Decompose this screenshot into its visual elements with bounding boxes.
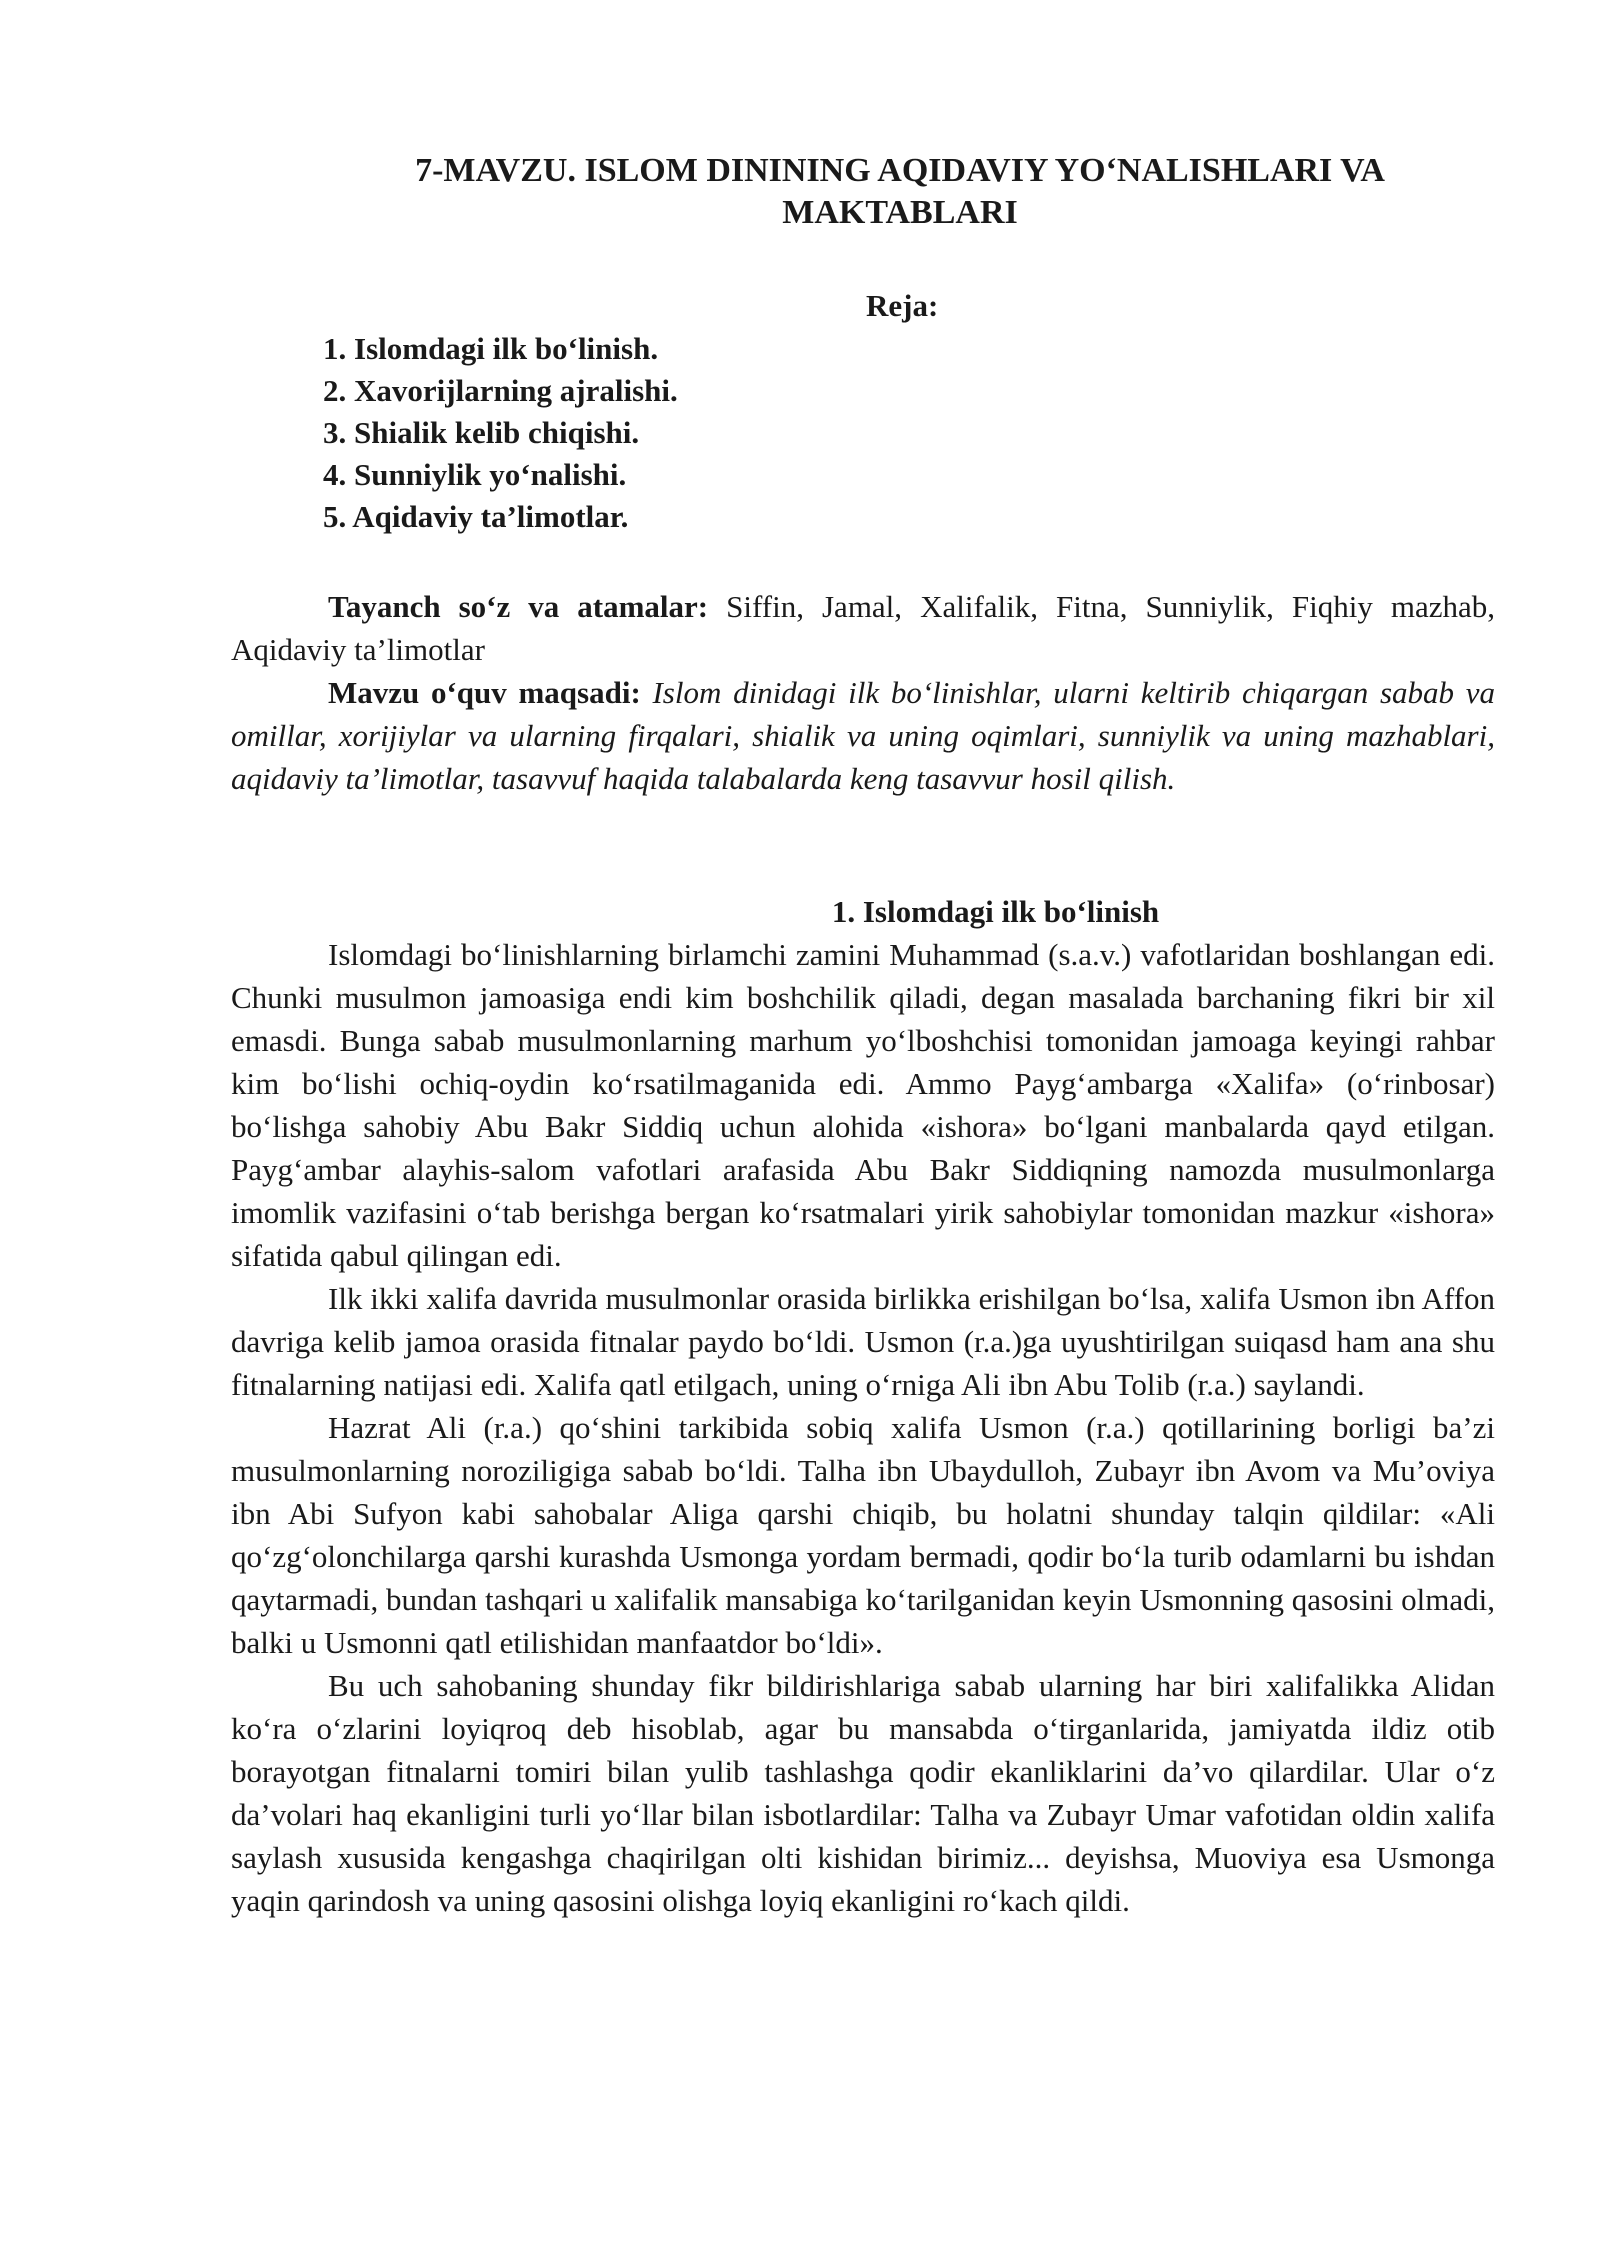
plan-heading: Reja: bbox=[866, 288, 939, 323]
body-paragraph: Ilk ikki xalifa davrida musulmonlar orasida birlikka erishilgan bo‘lsa, xalifa Usmon ibn Affon davriga kelib jamoa orasida fitnalar paydo bo‘ldi. Usmon (r.a.)ga uyushtirilgan suiqasd ham ana shu fitnalarning natijasi edi. Xalifa qatl etilgach, uning o‘rniga Ali ibn Abu Tolib (r.a.) saylandi. bbox=[231, 1281, 1495, 1402]
keywords-paragraph bbox=[231, 585, 1495, 671]
plan-item: 1. Islomdagi ilk bo‘linish. bbox=[323, 331, 659, 366]
goal-text: Islom dinidagi ilk bo‘linishlar, ularni keltirib chiqargan sabab va omillar, xorijiylar va ularning firqalari, shialik va uning oqimlari, sunniylik va uning mazhablari, aqidaviy ta’limotlar, tasavvuf haqida talabalarda keng tasavvur hosil qilish. bbox=[231, 675, 1495, 796]
page-title: 7-MAVZU. ISLOM DININING AQIDAVIY YO‘NALISHLARI VA MAKTABLARI bbox=[415, 152, 1385, 231]
body-paragraph: Bu uch sahobaning shunday fikr bildirishlariga sabab ularning har biri xalifalikka Alidan ko‘ra o‘zlarini loyiqroq deb hisoblab, agar bu mansabda o‘tirganlarida, jamiyatda ildiz otib borayotgan fitnalarni tomiri bilan yulib tashlashga qodir ekanliklarini da’vo qilardilar. Ular o‘z da’volari haq ekanligini turli yo‘llar bilan isbotlardilar: Talha va Zubayr Umar vafotidan oldin xalifa saylash xususida kengashga chaqirilgan olti kishidan birimiz... deyishsa, Muoviya esa Usmonga yaqin qarindosh va uning qasosini olishga loyiq ekanligini ro‘kach qildi. bbox=[231, 1668, 1495, 1918]
section-heading: 1. Islomdagi ilk bo‘linish bbox=[831, 894, 1160, 929]
keywords-block bbox=[231, 585, 1495, 800]
goal-label: Mavzu o‘quv maqsadi: bbox=[328, 675, 641, 710]
plan-item: 2. Xavorijlarning ajralishi. bbox=[323, 373, 678, 408]
plan-list bbox=[323, 328, 678, 538]
section-body bbox=[231, 933, 1495, 1922]
body-paragraph: Islomdagi bo‘linishlarning birlamchi zamini Muhammad (s.a.v.) vafotlaridan boshlangan edi. Chunki musulmon jamoasiga endi kim boshchilik qiladi, degan masalada barchaning fikri bir xil emasdi. Bunga sabab musulmonlarning marhum yo‘lboshchisi tomonidan jamoaga keyingi rahbar kim bo‘lishi ochiq-oydin ko‘rsatilmaganida edi. Ammo Payg‘ambarga «Xalifa» (o‘rinbosar) bo‘lishga sahobiy Abu Bakr Siddiq uchun alohida «ishora» bo‘lgani manbalarda qayd etilgan. Payg‘ambar alayhis-salom vafotlari arafasida Abu Bakr Siddiqning namozda musulmonlarga imomlik vazifasini o‘tab berishga bergan ko‘rsatmalari yirik sahobiylar tomonidan mazkur «ishora» sifatida qabul qilingan edi. bbox=[231, 937, 1495, 1273]
body-paragraph: Hazrat Ali (r.a.) qo‘shini tarkibida sobiq xalifa Usmon (r.a.) qotillarining borligi ba’zi musulmonlarning noroziligiga sabab bo‘ldi. Talha ibn Ubaydulloh, Zubayr ibn Avom va Mu’oviya ibn Abi Sufyon kabi sahobalar Aliga qarshi chiqib, bu holatni shunday talqin qildilar: «Ali qo‘zg‘olonchilarga qarshi kurashda Usmonga yordam bermadi, qodir bo‘la turib odamlarni bu ishdan qaytarmadi, bundan tashqari u xalifalik mansabiga ko‘tarilganidan keyin Usmonning qasosini olmadi, balki u Usmonni qatl etilishidan manfaatdor bo‘ldi». bbox=[231, 1410, 1495, 1660]
plan-item: 3. Shialik kelib chiqishi. bbox=[323, 415, 640, 450]
keywords-text: Siffin, Jamal, Xalifalik, Fitna, Sunniylik, Fiqhiy mazhab, Aqidaviy ta’limotlar bbox=[231, 589, 1496, 667]
keywords-label: Tayanch so‘z va atamalar: bbox=[328, 589, 709, 624]
plan-item: 4. Sunniylik yo‘nalishi. bbox=[323, 457, 627, 492]
plan-item: 5. Aqidaviy ta’limotlar. bbox=[323, 499, 629, 534]
goal-paragraph bbox=[231, 671, 1495, 800]
